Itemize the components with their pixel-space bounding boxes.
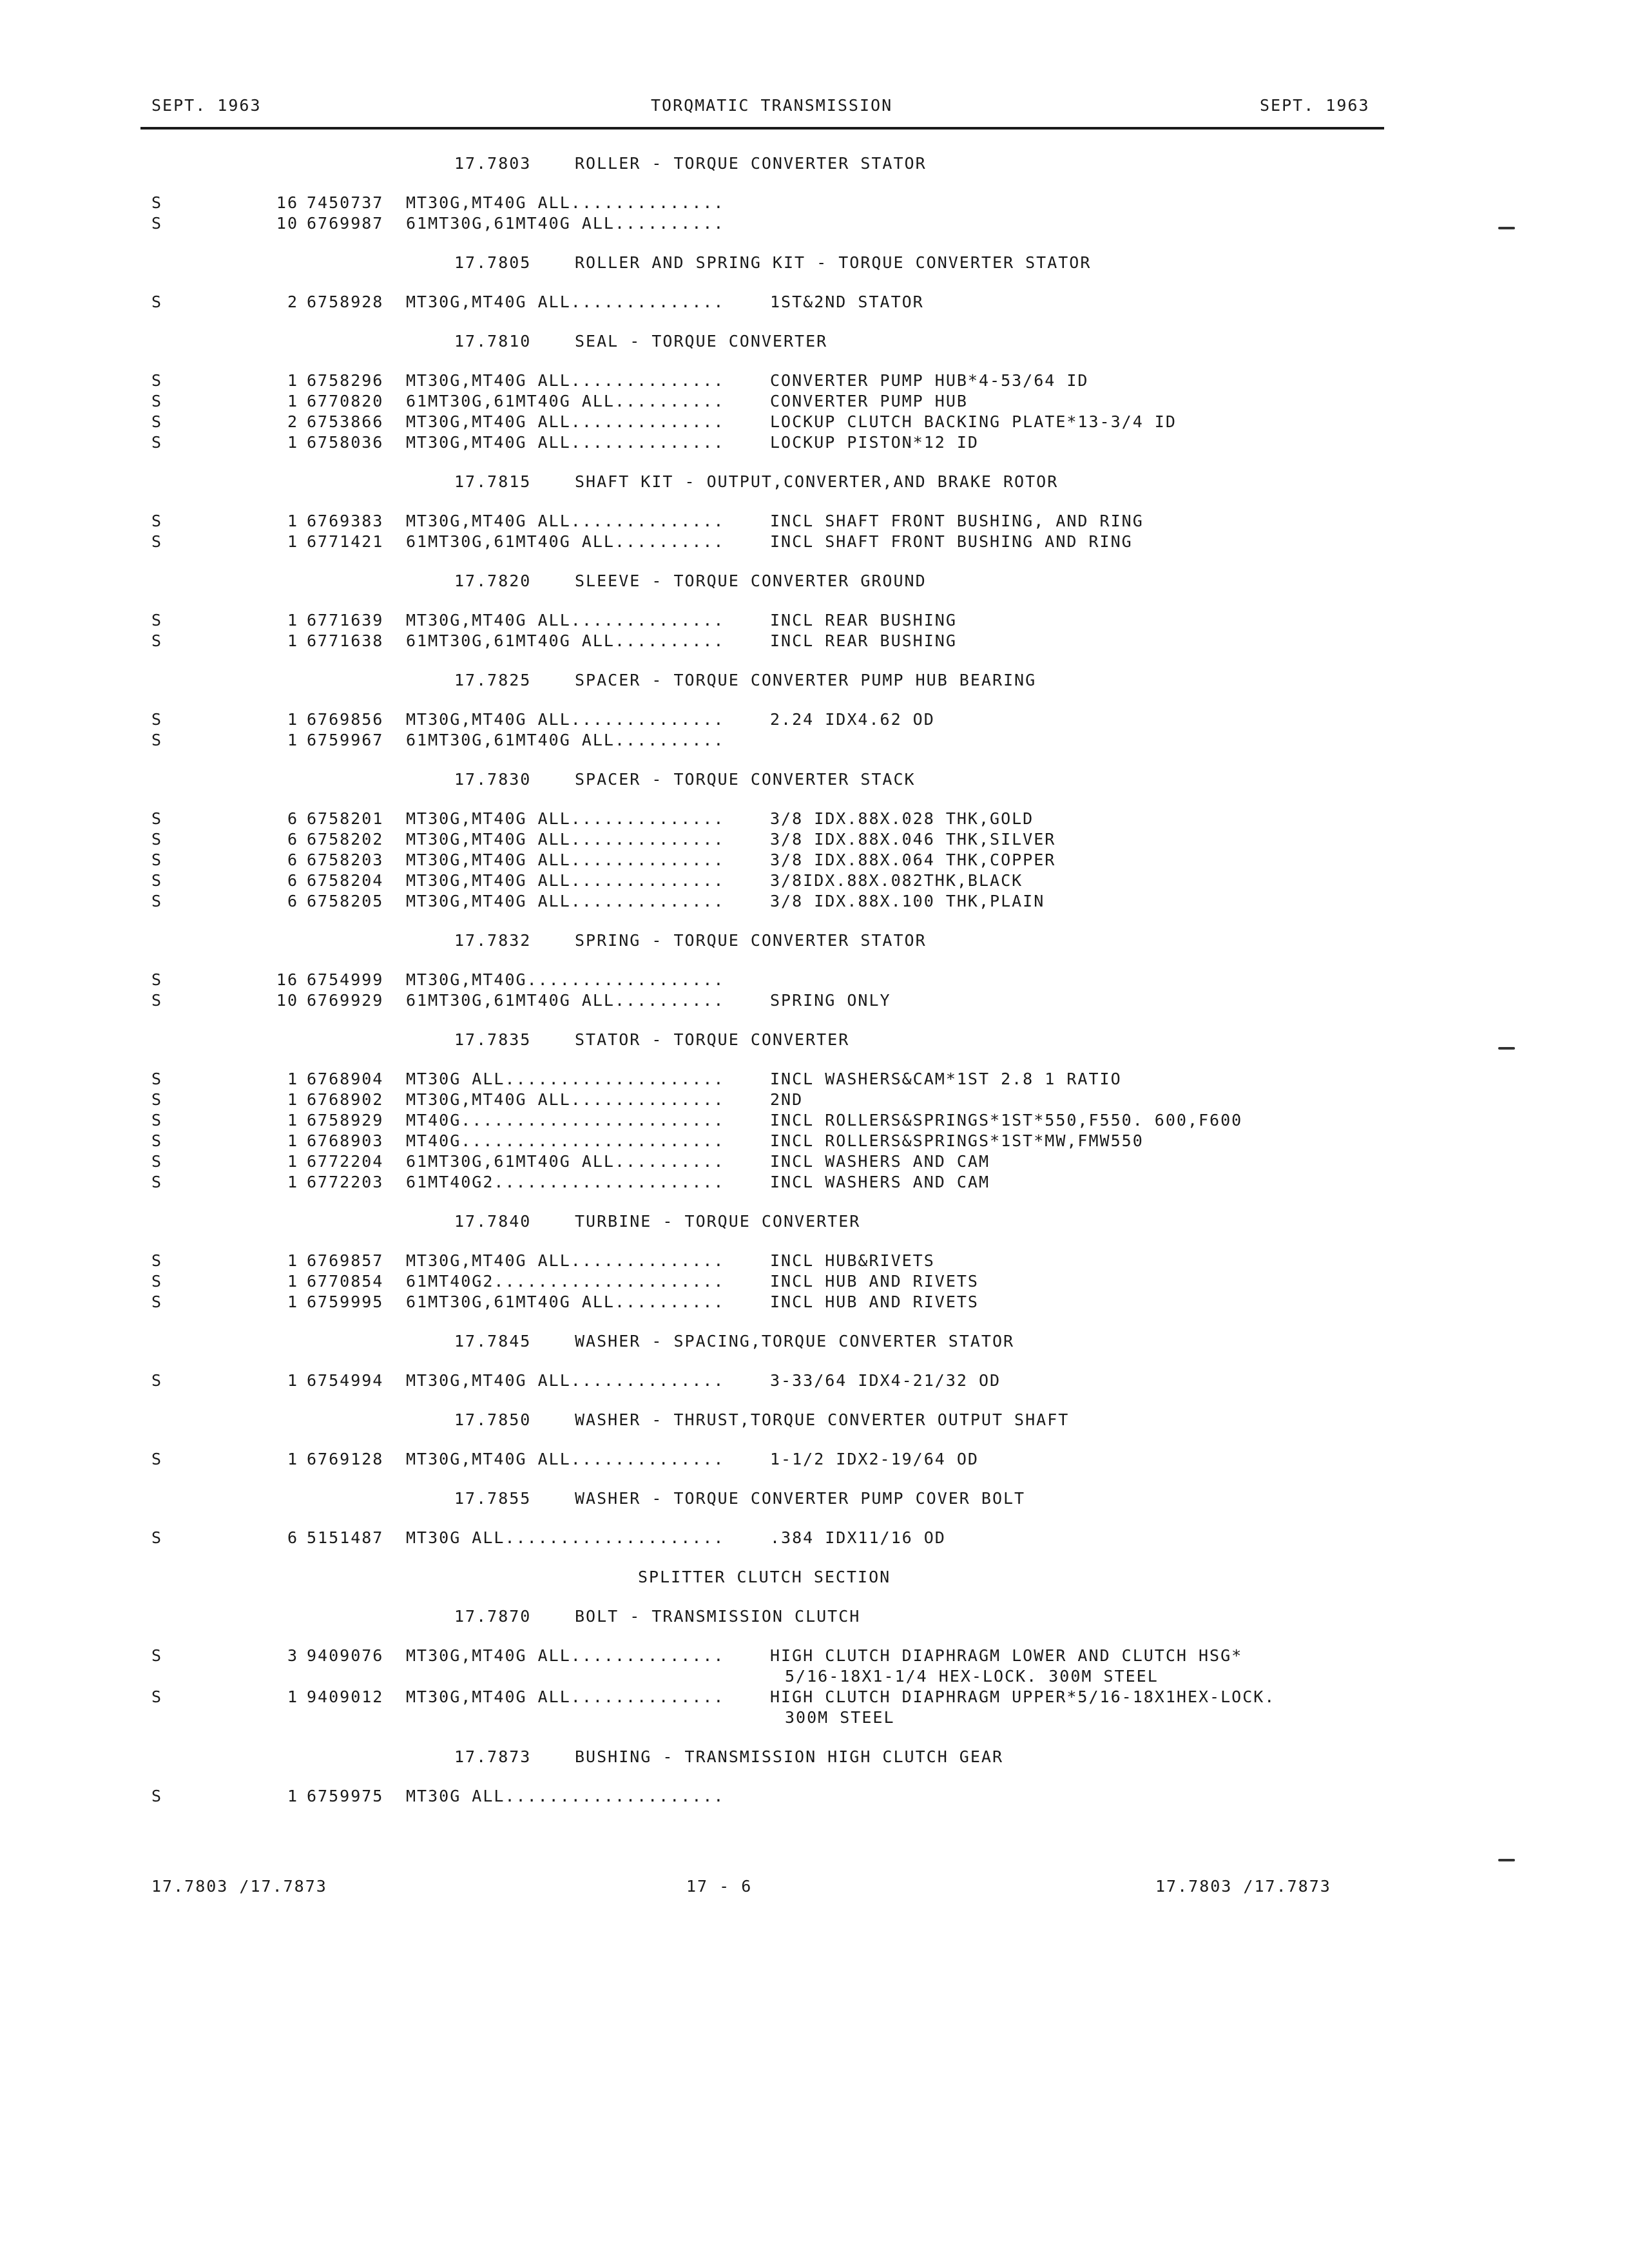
part-note: HIGH CLUTCH DIAPHRAGM LOWER AND CLUTCH HSG* bbox=[770, 1646, 1243, 1665]
section-title: SPRING - TORQUE CONVERTER STATOR bbox=[575, 931, 927, 950]
table-row bbox=[0, 891, 1629, 912]
margin-mark bbox=[1498, 227, 1515, 229]
part-note-continued: 5/16-18X1-1/4 HEX-LOCK. 300M STEEL bbox=[785, 1667, 1159, 1686]
source-code: S bbox=[151, 1646, 163, 1665]
parts-section bbox=[0, 571, 1629, 651]
part-number: 6771638 bbox=[307, 631, 384, 650]
source-code: S bbox=[151, 1152, 163, 1171]
usage-description: MT30G,MT40G ALL.............. bbox=[406, 1090, 725, 1109]
part-note-continued: 300M STEEL bbox=[785, 1708, 895, 1727]
table-row bbox=[0, 1528, 1629, 1548]
quantity: 6 bbox=[287, 871, 298, 890]
quantity: 1 bbox=[287, 631, 298, 650]
part-note: 3/8 IDX.88X.046 THK,SILVER bbox=[770, 830, 1056, 849]
part-note: INCL ROLLERS&SPRINGS*1ST*550,F550. 600,F600 bbox=[770, 1111, 1243, 1129]
section-rows bbox=[0, 709, 1629, 751]
section-rows bbox=[0, 610, 1629, 651]
part-note: CONVERTER PUMP HUB*4-53/64 ID bbox=[770, 371, 1089, 390]
part-note: 3/8 IDX.88X.064 THK,COPPER bbox=[770, 850, 1056, 869]
part-number: 9409076 bbox=[307, 1646, 384, 1665]
table-row bbox=[0, 1271, 1629, 1292]
part-number: 6754994 bbox=[307, 1371, 384, 1390]
parts-section bbox=[0, 769, 1629, 912]
quantity: 1 bbox=[287, 1251, 298, 1270]
quantity: 6 bbox=[287, 892, 298, 910]
part-number: 6758203 bbox=[307, 850, 384, 869]
part-note: 3/8 IDX.88X.028 THK,GOLD bbox=[770, 809, 1034, 828]
quantity: 1 bbox=[287, 1131, 298, 1150]
margin-mark bbox=[1498, 1047, 1515, 1050]
part-note: 2ND bbox=[770, 1090, 804, 1109]
table-row-continuation bbox=[0, 1707, 1629, 1728]
usage-description: MT30G,MT40G ALL.............. bbox=[406, 830, 725, 849]
part-note: INCL SHAFT FRONT BUSHING AND RING bbox=[770, 532, 1133, 551]
source-code: S bbox=[151, 1687, 163, 1706]
table-row bbox=[0, 730, 1629, 751]
footer-range-right: 17.7803 /17.7873 bbox=[1155, 1877, 1331, 1896]
section-title: SPACER - TORQUE CONVERTER STACK bbox=[575, 770, 916, 789]
source-code: S bbox=[151, 392, 163, 410]
usage-description: 61MT40G2..................... bbox=[406, 1272, 725, 1291]
source-code: S bbox=[151, 512, 163, 530]
table-row bbox=[0, 1069, 1629, 1090]
section-code: 17.7873 bbox=[454, 1747, 532, 1766]
quantity: 1 bbox=[287, 1687, 298, 1706]
source-code: S bbox=[151, 1173, 163, 1191]
parts-section bbox=[0, 1030, 1629, 1193]
part-number: 6769383 bbox=[307, 512, 384, 530]
table-row bbox=[0, 432, 1629, 453]
source-code: S bbox=[151, 1450, 163, 1468]
part-note: CONVERTER PUMP HUB bbox=[770, 392, 968, 410]
part-number: 6758201 bbox=[307, 809, 384, 828]
parts-section bbox=[0, 1606, 1629, 1728]
part-number: 6758296 bbox=[307, 371, 384, 390]
quantity: 6 bbox=[287, 850, 298, 869]
subsection-heading bbox=[0, 1567, 1629, 1588]
quantity: 6 bbox=[287, 1528, 298, 1547]
table-row bbox=[0, 1687, 1629, 1707]
usage-description: MT30G,MT40G ALL.............. bbox=[406, 1371, 725, 1390]
table-row bbox=[0, 511, 1629, 532]
source-code: S bbox=[151, 611, 163, 629]
section-heading bbox=[0, 153, 1629, 174]
source-code: S bbox=[151, 1371, 163, 1390]
section-rows bbox=[0, 1069, 1629, 1193]
part-number: 6753866 bbox=[307, 412, 384, 431]
quantity: 1 bbox=[287, 1371, 298, 1390]
section-code: 17.7845 bbox=[454, 1332, 532, 1350]
usage-description: 61MT40G2..................... bbox=[406, 1173, 725, 1191]
part-number: 6769128 bbox=[307, 1450, 384, 1468]
part-note: 3/8 IDX.88X.100 THK,PLAIN bbox=[770, 892, 1045, 910]
quantity: 6 bbox=[287, 809, 298, 828]
part-note: HIGH CLUTCH DIAPHRAGM UPPER*5/16-18X1HEX-LOCK. bbox=[770, 1687, 1276, 1706]
table-row bbox=[0, 1251, 1629, 1271]
quantity: 1 bbox=[287, 1173, 298, 1191]
section-heading bbox=[0, 930, 1629, 951]
usage-description: MT30G,MT40G ALL.............. bbox=[406, 1646, 725, 1665]
parts-section bbox=[0, 1410, 1629, 1470]
usage-description: MT30G,MT40G ALL.............. bbox=[406, 809, 725, 828]
section-rows bbox=[0, 1251, 1629, 1312]
part-number: 6758204 bbox=[307, 871, 384, 890]
table-row bbox=[0, 631, 1629, 651]
section-code: 17.7870 bbox=[454, 1607, 532, 1626]
quantity: 1 bbox=[287, 512, 298, 530]
parts-section bbox=[0, 930, 1629, 1011]
quantity: 1 bbox=[287, 392, 298, 410]
part-note: 1-1/2 IDX2-19/64 OD bbox=[770, 1450, 979, 1468]
section-rows bbox=[0, 1449, 1629, 1470]
usage-description: MT30G,MT40G ALL.............. bbox=[406, 850, 725, 869]
part-note: INCL REAR BUSHING bbox=[770, 631, 957, 650]
table-row-continuation bbox=[0, 1666, 1629, 1687]
part-note: INCL REAR BUSHING bbox=[770, 611, 957, 629]
usage-description: MT30G,MT40G ALL.............. bbox=[406, 193, 725, 212]
source-code: S bbox=[151, 1111, 163, 1129]
source-code: S bbox=[151, 412, 163, 431]
usage-description: MT30G,MT40G ALL.............. bbox=[406, 433, 725, 452]
section-heading bbox=[0, 1747, 1629, 1767]
source-code: S bbox=[151, 1272, 163, 1291]
source-code: S bbox=[151, 1293, 163, 1311]
section-heading bbox=[0, 331, 1629, 352]
source-code: S bbox=[151, 850, 163, 869]
section-title: SEAL - TORQUE CONVERTER bbox=[575, 332, 828, 351]
section-code: 17.7810 bbox=[454, 332, 532, 351]
source-code: S bbox=[151, 731, 163, 749]
part-note: INCL ROLLERS&SPRINGS*1ST*MW,FMW550 bbox=[770, 1131, 1144, 1150]
section-heading bbox=[0, 1606, 1629, 1627]
usage-description: MT30G,MT40G ALL.............. bbox=[406, 1251, 725, 1270]
usage-description: 61MT30G,61MT40G ALL.......... bbox=[406, 532, 725, 551]
header-rule bbox=[140, 127, 1384, 130]
section-heading bbox=[0, 1331, 1629, 1352]
quantity: 1 bbox=[287, 1272, 298, 1291]
section-rows bbox=[0, 970, 1629, 1011]
quantity: 16 bbox=[276, 193, 298, 212]
part-number: 6769929 bbox=[307, 991, 384, 1010]
section-rows bbox=[0, 1646, 1629, 1728]
table-row bbox=[0, 1449, 1629, 1470]
part-note: 3/8IDX.88X.082THK,BLACK bbox=[770, 871, 1023, 890]
section-code: 17.7832 bbox=[454, 931, 532, 950]
section-rows bbox=[0, 809, 1629, 912]
parts-section bbox=[0, 253, 1629, 312]
subsection-title: SPLITTER CLUTCH SECTION bbox=[638, 1568, 891, 1586]
table-row bbox=[0, 610, 1629, 631]
section-rows bbox=[0, 193, 1629, 234]
usage-description: 61MT30G,61MT40G ALL.......... bbox=[406, 1293, 725, 1311]
table-row bbox=[0, 1110, 1629, 1131]
usage-description: MT30G ALL.................... bbox=[406, 1528, 725, 1547]
section-code: 17.7855 bbox=[454, 1489, 532, 1508]
section-heading bbox=[0, 769, 1629, 790]
quantity: 1 bbox=[287, 731, 298, 749]
part-number: 6758928 bbox=[307, 293, 384, 311]
section-rows bbox=[0, 1786, 1629, 1807]
source-code: S bbox=[151, 293, 163, 311]
part-note: INCL WASHERS AND CAM bbox=[770, 1152, 990, 1171]
part-number: 6769856 bbox=[307, 710, 384, 729]
table-row bbox=[0, 1370, 1629, 1391]
section-rows bbox=[0, 1370, 1629, 1391]
section-title: WASHER - SPACING,TORQUE CONVERTER STATOR bbox=[575, 1332, 1015, 1350]
parts-section bbox=[0, 331, 1629, 453]
quantity: 3 bbox=[287, 1646, 298, 1665]
quantity: 2 bbox=[287, 293, 298, 311]
quantity: 1 bbox=[287, 371, 298, 390]
section-code: 17.7830 bbox=[454, 770, 532, 789]
quantity: 6 bbox=[287, 830, 298, 849]
section-code: 17.7803 bbox=[454, 154, 532, 173]
header-date-right: SEPT. 1963 bbox=[1260, 96, 1370, 115]
part-number: 6758205 bbox=[307, 892, 384, 910]
section-title: SPACER - TORQUE CONVERTER PUMP HUB BEARING bbox=[575, 671, 1037, 689]
source-code: S bbox=[151, 1090, 163, 1109]
source-code: S bbox=[151, 214, 163, 233]
usage-description: 61MT30G,61MT40G ALL.......... bbox=[406, 731, 725, 749]
table-row bbox=[0, 850, 1629, 870]
table-row bbox=[0, 970, 1629, 990]
section-title: STATOR - TORQUE CONVERTER bbox=[575, 1030, 850, 1049]
part-number: 7450737 bbox=[307, 193, 384, 212]
table-row bbox=[0, 370, 1629, 391]
source-code: S bbox=[151, 1787, 163, 1805]
table-row bbox=[0, 829, 1629, 850]
section-rows bbox=[0, 1528, 1629, 1548]
quantity: 1 bbox=[287, 1293, 298, 1311]
quantity: 10 bbox=[276, 991, 298, 1010]
part-number: 6771421 bbox=[307, 532, 384, 551]
source-code: S bbox=[151, 193, 163, 212]
section-title: BOLT - TRANSMISSION CLUTCH bbox=[575, 1607, 861, 1626]
usage-description: MT30G,MT40G ALL.............. bbox=[406, 1450, 725, 1468]
section-heading bbox=[0, 571, 1629, 591]
header-title: TORQMATIC TRANSMISSION bbox=[651, 96, 893, 115]
part-number: 6769857 bbox=[307, 1251, 384, 1270]
quantity: 1 bbox=[287, 611, 298, 629]
section-rows bbox=[0, 511, 1629, 552]
part-number: 5151487 bbox=[307, 1528, 384, 1547]
part-note: 2.24 IDX4.62 OD bbox=[770, 710, 935, 729]
part-number: 6758202 bbox=[307, 830, 384, 849]
part-note: .384 IDX11/16 OD bbox=[770, 1528, 946, 1547]
quantity: 1 bbox=[287, 1070, 298, 1088]
source-code: S bbox=[151, 970, 163, 989]
usage-description: MT30G,MT40G ALL.............. bbox=[406, 512, 725, 530]
section-title: WASHER - THRUST,TORQUE CONVERTER OUTPUT SHAFT bbox=[575, 1410, 1070, 1429]
source-code: S bbox=[151, 532, 163, 551]
quantity: 16 bbox=[276, 970, 298, 989]
section-heading bbox=[0, 670, 1629, 691]
table-row bbox=[0, 292, 1629, 312]
section-heading bbox=[0, 472, 1629, 492]
quantity: 1 bbox=[287, 1111, 298, 1129]
usage-description: MT40G........................ bbox=[406, 1111, 725, 1129]
section-rows bbox=[0, 292, 1629, 312]
parts-section bbox=[0, 1211, 1629, 1312]
usage-description: 61MT30G,61MT40G ALL.......... bbox=[406, 1152, 725, 1171]
source-code: S bbox=[151, 1528, 163, 1547]
section-heading bbox=[0, 1030, 1629, 1050]
table-row bbox=[0, 990, 1629, 1011]
part-note: 3-33/64 IDX4-21/32 OD bbox=[770, 1371, 1001, 1390]
section-code: 17.7835 bbox=[454, 1030, 532, 1049]
section-heading bbox=[0, 1410, 1629, 1430]
usage-description: MT30G,MT40G ALL.............. bbox=[406, 293, 725, 311]
part-number: 6758929 bbox=[307, 1111, 384, 1129]
source-code: S bbox=[151, 433, 163, 452]
part-note: 1ST&2ND STATOR bbox=[770, 293, 924, 311]
section-heading bbox=[0, 1488, 1629, 1509]
source-code: S bbox=[151, 1070, 163, 1088]
part-number: 6759995 bbox=[307, 1293, 384, 1311]
quantity: 1 bbox=[287, 433, 298, 452]
part-number: 6759967 bbox=[307, 731, 384, 749]
section-title: ROLLER - TORQUE CONVERTER STATOR bbox=[575, 154, 927, 173]
part-number: 6759975 bbox=[307, 1787, 384, 1805]
section-code: 17.7805 bbox=[454, 253, 532, 272]
section-rows bbox=[0, 370, 1629, 453]
parts-section bbox=[0, 1747, 1629, 1807]
usage-description: 61MT30G,61MT40G ALL.......... bbox=[406, 991, 725, 1010]
section-code: 17.7825 bbox=[454, 671, 532, 689]
usage-description: MT30G,MT40G ALL.............. bbox=[406, 710, 725, 729]
usage-description: 61MT30G,61MT40G ALL.......... bbox=[406, 214, 725, 233]
section-heading bbox=[0, 253, 1629, 273]
part-note: INCL HUB AND RIVETS bbox=[770, 1293, 979, 1311]
quantity: 1 bbox=[287, 710, 298, 729]
usage-description: MT30G,MT40G ALL.............. bbox=[406, 871, 725, 890]
part-number: 6769987 bbox=[307, 214, 384, 233]
parts-section bbox=[0, 670, 1629, 751]
part-note: LOCKUP PISTON*12 ID bbox=[770, 433, 979, 452]
quantity: 1 bbox=[287, 1787, 298, 1805]
section-code: 17.7840 bbox=[454, 1212, 532, 1231]
footer-range-left: 17.7803 /17.7873 bbox=[151, 1877, 327, 1896]
footer-page-number: 17 - 6 bbox=[686, 1877, 753, 1896]
part-note: INCL HUB&RIVETS bbox=[770, 1251, 935, 1270]
source-code: S bbox=[151, 371, 163, 390]
quantity: 1 bbox=[287, 532, 298, 551]
part-number: 6768903 bbox=[307, 1131, 384, 1150]
table-row bbox=[0, 1151, 1629, 1172]
source-code: S bbox=[151, 1131, 163, 1150]
part-number: 6772203 bbox=[307, 1173, 384, 1191]
usage-description: MT30G ALL.................... bbox=[406, 1070, 725, 1088]
part-number: 6754999 bbox=[307, 970, 384, 989]
quantity: 1 bbox=[287, 1450, 298, 1468]
table-row bbox=[0, 1172, 1629, 1193]
part-note: SPRING ONLY bbox=[770, 991, 891, 1010]
usage-description: MT30G,MT40G ALL.............. bbox=[406, 1687, 725, 1706]
parts-section bbox=[0, 1331, 1629, 1391]
section-title: BUSHING - TRANSMISSION HIGH CLUTCH GEAR bbox=[575, 1747, 1003, 1766]
part-number: 9409012 bbox=[307, 1687, 384, 1706]
part-note: INCL SHAFT FRONT BUSHING, AND RING bbox=[770, 512, 1144, 530]
usage-description: MT30G,MT40G ALL.............. bbox=[406, 611, 725, 629]
quantity: 2 bbox=[287, 412, 298, 431]
table-row bbox=[0, 1090, 1629, 1110]
parts-section bbox=[0, 1488, 1629, 1548]
table-row bbox=[0, 1131, 1629, 1151]
part-number: 6768902 bbox=[307, 1090, 384, 1109]
table-row bbox=[0, 709, 1629, 730]
table-row bbox=[0, 412, 1629, 432]
usage-description: MT40G........................ bbox=[406, 1131, 725, 1150]
part-number: 6768904 bbox=[307, 1070, 384, 1088]
section-code: 17.7850 bbox=[454, 1410, 532, 1429]
section-title: TURBINE - TORQUE CONVERTER bbox=[575, 1212, 861, 1231]
usage-description: MT30G ALL.................... bbox=[406, 1787, 725, 1805]
usage-description: MT30G,MT40G ALL.............. bbox=[406, 371, 725, 390]
table-row bbox=[0, 870, 1629, 891]
source-code: S bbox=[151, 710, 163, 729]
source-code: S bbox=[151, 892, 163, 910]
part-note: LOCKUP CLUTCH BACKING PLATE*13-3/4 ID bbox=[770, 412, 1177, 431]
section-title: SLEEVE - TORQUE CONVERTER GROUND bbox=[575, 572, 927, 590]
table-row bbox=[0, 1646, 1629, 1666]
table-row bbox=[0, 809, 1629, 829]
quantity: 1 bbox=[287, 1152, 298, 1171]
source-code: S bbox=[151, 631, 163, 650]
source-code: S bbox=[151, 830, 163, 849]
parts-section bbox=[0, 153, 1629, 234]
table-row bbox=[0, 391, 1629, 412]
source-code: S bbox=[151, 809, 163, 828]
quantity: 10 bbox=[276, 214, 298, 233]
section-code: 17.7815 bbox=[454, 472, 532, 491]
quantity: 1 bbox=[287, 1090, 298, 1109]
table-row bbox=[0, 193, 1629, 213]
source-code: S bbox=[151, 871, 163, 890]
source-code: S bbox=[151, 991, 163, 1010]
table-row bbox=[0, 213, 1629, 234]
part-number: 6758036 bbox=[307, 433, 384, 452]
source-code: S bbox=[151, 1251, 163, 1270]
usage-description: 61MT30G,61MT40G ALL.......... bbox=[406, 392, 725, 410]
parts-section bbox=[0, 472, 1629, 552]
usage-description: MT30G,MT40G ALL.............. bbox=[406, 892, 725, 910]
part-number: 6770854 bbox=[307, 1272, 384, 1291]
table-row bbox=[0, 532, 1629, 552]
part-note: INCL WASHERS AND CAM bbox=[770, 1173, 990, 1191]
section-heading bbox=[0, 1211, 1629, 1232]
part-note: INCL WASHERS&CAM*1ST 2.8 1 RATIO bbox=[770, 1070, 1122, 1088]
usage-description: MT30G,MT40G.................. bbox=[406, 970, 725, 989]
part-number: 6772204 bbox=[307, 1152, 384, 1171]
section-title: WASHER - TORQUE CONVERTER PUMP COVER BOLT bbox=[575, 1489, 1026, 1508]
parts-list bbox=[0, 153, 1629, 1807]
part-number: 6770820 bbox=[307, 392, 384, 410]
table-row bbox=[0, 1292, 1629, 1312]
margin-mark bbox=[1498, 1859, 1515, 1861]
section-code: 17.7820 bbox=[454, 572, 532, 590]
table-row bbox=[0, 1786, 1629, 1807]
usage-description: 61MT30G,61MT40G ALL.......... bbox=[406, 631, 725, 650]
part-number: 6771639 bbox=[307, 611, 384, 629]
section-title: ROLLER AND SPRING KIT - TORQUE CONVERTER STATOR bbox=[575, 253, 1092, 272]
part-note: INCL HUB AND RIVETS bbox=[770, 1272, 979, 1291]
section-title: SHAFT KIT - OUTPUT,CONVERTER,AND BRAKE ROTOR bbox=[575, 472, 1059, 491]
usage-description: MT30G,MT40G ALL.............. bbox=[406, 412, 725, 431]
header-date-left: SEPT. 1963 bbox=[151, 96, 262, 115]
